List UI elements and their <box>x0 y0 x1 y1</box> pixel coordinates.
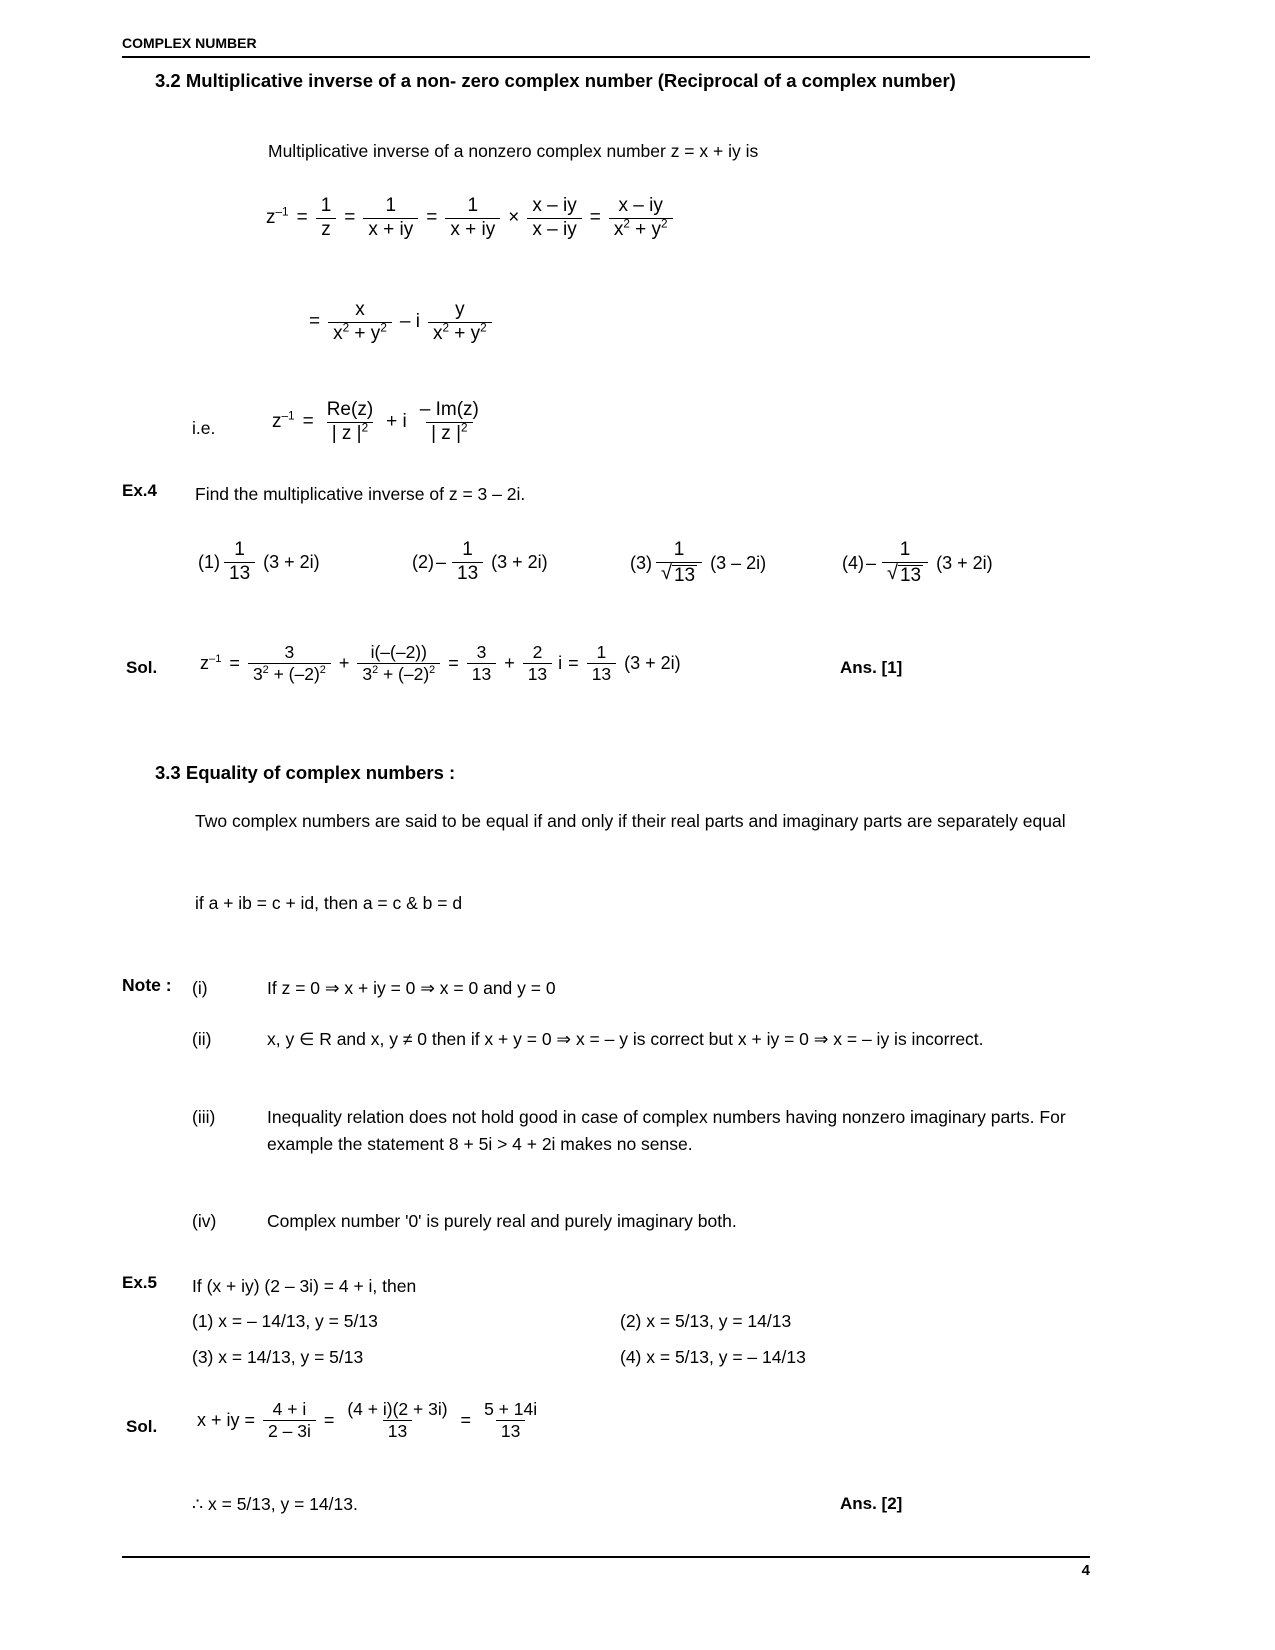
ex5-option-1[interactable]: (1) x = – 14/13, y = 5/13 <box>192 1311 378 1331</box>
section-3-2-intro: Multiplicative inverse of a nonzero complex number z = x + iy is <box>268 141 759 161</box>
running-header-title: COMPLEX NUMBER <box>122 35 257 51</box>
ex4-sol-plus-1: + <box>338 652 350 673</box>
ex5-sol-equals-2: = <box>460 1409 472 1430</box>
note-item-ii-marker: (ii) <box>192 1029 212 1049</box>
footer-divider <box>122 1556 1090 1558</box>
ex4-solution-equation <box>196 643 685 684</box>
ex4-sol-plus-2: + <box>504 652 515 673</box>
ex5-option-4[interactable]: (4) x = 5/13, y = – 14/13 <box>620 1347 806 1367</box>
eq1-equals-4: = <box>589 207 601 229</box>
ex4-sol-fraction-1: $\frac{3}{3^2 + (-2)^2}$ <box>248 643 331 684</box>
note-item-i-text: If z = 0 ⇒ x + iy = 0 ⇒ x = 0 and y = 0 <box>267 978 556 998</box>
ex5-sol-lhs: x + iy = <box>197 1409 256 1430</box>
eq1-times-operator: × <box>508 207 520 229</box>
eq1-fraction-2: $\frac{1}{x + iy}$ <box>363 196 418 240</box>
ex5-sol-equals-1: = <box>323 1409 335 1430</box>
note-item-ii-text: x, y ∈ R and x, y ≠ 0 then if x + y = 0 ⇒ x = – y is correct but x + iy = 0 ⇒ x = – iy is incorrect. <box>267 1029 984 1049</box>
sqrt-icon: √ 13 <box>887 561 922 586</box>
eq3-plus-i: + i <box>386 411 407 433</box>
note-item-iv-marker: (iv) <box>192 1211 217 1231</box>
ex4-option-4-tail: (3 + 2i) <box>936 552 993 573</box>
ex5-question: If (x + iy) (2 – 3i) = 4 + i, then <box>192 1276 417 1296</box>
ex5-option-3[interactable]: (3) x = 14/13, y = 5/13 <box>192 1347 364 1367</box>
ex5-sol-fraction-1: $\frac{4 + i}{2 - 3i}$ <box>263 1400 316 1441</box>
eq2-fraction-2: $\frac{y}{x^2 + y^2}$ <box>428 300 492 344</box>
ex4-option-3[interactable] <box>630 540 766 586</box>
ex4-sol-equals-1: = <box>229 652 240 673</box>
page-header <box>122 36 1090 58</box>
ex4-label: Ex.4 <box>122 481 157 500</box>
ex5-answer-badge: Ans. [2] <box>840 1494 903 1513</box>
sqrt-icon: √ 13 <box>661 561 696 586</box>
note-item-iv-text: Complex number '0' is purely real and purely imaginary both. <box>267 1211 737 1231</box>
ex4-option-3-fraction: 1 √ 13 <box>656 540 702 586</box>
ex4-option-3-number: (3) <box>630 552 652 573</box>
ex4-option-2-sign: – <box>436 551 447 572</box>
eq3-fraction-imag-denominator: | z $|^2$ <box>426 422 472 445</box>
ex4-option-4-sign: – <box>866 552 877 573</box>
note-item-iii-text: Inequality relation does not hold good in case of complex numbers having nonzero imaginary parts. For example the statement 8 + 5i > 4 + 2i makes no sense. <box>267 1107 1066 1155</box>
ex5-option-2[interactable]: (2) x = 5/13, y = 14/13 <box>620 1311 792 1331</box>
eq1-fraction-5-denominator: $x^2 + y^2$ <box>609 218 673 241</box>
ex4-sol-fraction-3: $\frac{3}{13}$ <box>467 643 496 684</box>
ex4-sol-label: Sol. <box>126 658 158 677</box>
ex4-option-4-denominator <box>882 562 928 587</box>
ex5-sol-fraction-3: $\frac{5 + 14i}{13}$ <box>484 1399 538 1441</box>
eq3-fraction-imag: $\frac{- Im(z)}{| z |^2}$ <box>419 399 479 444</box>
ex4-answer-badge: Ans. [1] <box>840 658 903 677</box>
eq2-minus-i: – i <box>399 311 420 333</box>
ex4-sol-lhs: $z^{-1}$ <box>200 652 222 673</box>
ex4-option-2[interactable] <box>412 540 548 584</box>
section-3-3-paragraph-2: if a + ib = c + id, then a = c & b = d <box>195 893 463 913</box>
ex4-sol-fraction-1-denominator: $3^2 + (-2)^2$ <box>248 663 331 684</box>
eq2-fraction-1-denominator: $x^2 + y^2$ <box>328 322 392 345</box>
eq1-fraction-3: $\frac{1}{x + iy}$ <box>445 196 500 240</box>
equation-real-imag-split <box>305 300 496 344</box>
eq1-fraction-4: $\frac{x - iy}{x - iy}$ <box>527 196 581 240</box>
ex4-option-1-fraction: $\frac{1}{13}$ <box>224 540 255 584</box>
equation-z-inverse-chain <box>262 196 677 240</box>
equation-z-inverse-modulus-form <box>268 400 488 444</box>
ex4-option-4-fraction: 1 √ 13 <box>882 540 928 586</box>
note-item-iii-marker: (iii) <box>192 1107 216 1127</box>
page-number: 4 <box>1081 1562 1090 1579</box>
ex4-sol-fraction-2: $\frac{i(-(-2))}{3^2 + (-2)^2}$ <box>357 643 440 684</box>
ex5-sol-fraction-2: $\frac{(4 + i)(2 + 3i)}{13}$ <box>347 1399 448 1441</box>
ex4-sol-fraction-2-denominator: $3^2 + (-2)^2$ <box>357 663 440 684</box>
ex5-label: Ex.5 <box>122 1273 157 1292</box>
ex4-option-2-number: (2) <box>412 551 434 572</box>
ie-label: i.e. <box>192 418 216 438</box>
section-3-3-paragraph-1: Two complex numbers are said to be equal if and only if their real parts and imaginary parts are separately equal <box>195 811 1066 831</box>
eq3-fraction-real-denominator: | z $|^2$ <box>327 422 373 445</box>
note-label: Note : <box>122 975 172 995</box>
ex4-option-2-tail: (3 + 2i) <box>491 551 548 572</box>
ex4-sol-equals-2: = <box>448 652 459 673</box>
ex4-option-2-fraction: $\frac{1}{13}$ <box>452 540 483 584</box>
eq3-equals: = <box>302 411 314 433</box>
ex4-option-1-number: (1) <box>198 551 220 572</box>
eq3-lhs: $z^{-1}$ <box>272 409 295 433</box>
ex4-sol-tail: (3 + 2i) <box>624 652 681 673</box>
section-3-3-heading: 3.3 Equality of complex numbers : <box>155 762 456 783</box>
header-divider <box>122 56 1090 58</box>
eq2-equals: = <box>309 311 321 333</box>
note-item-i-marker: (i) <box>192 978 208 998</box>
ex5-sol-label: Sol. <box>126 1417 158 1436</box>
ex4-option-3-tail: (3 – 2i) <box>710 552 767 573</box>
eq1-equals-2: = <box>344 207 356 229</box>
eq2-fraction-1: $\frac{x}{x^2 + y^2}$ <box>328 300 392 344</box>
ex4-sol-equals-3: = <box>568 652 579 673</box>
eq1-equals-1: = <box>296 207 308 229</box>
eq1-equals-3: = <box>426 207 438 229</box>
ex4-option-3-denominator <box>656 562 702 587</box>
eq1-fraction-1: $\frac{1}{z}$ <box>316 196 337 240</box>
eq3-fraction-real: $\frac{Re(z)}{| z |^2}$ <box>326 399 374 444</box>
ex4-question: Find the multiplicative inverse of z = 3 – 2i. <box>195 484 526 504</box>
section-3-2-heading: 3.2 Multiplicative inverse of a non- zero complex number (Reciprocal of a complex number) <box>155 70 956 91</box>
ex5-conclusion: ∴ x = 5/13, y = 14/13. <box>192 1494 358 1514</box>
ex5-solution-equation <box>193 1400 546 1441</box>
ex4-option-4-number: (4) <box>842 552 864 573</box>
eq1-fraction-5: $\frac{x - iy}{x^2 + y^2}$ <box>609 196 673 240</box>
eq1-lhs: $z^{-1}$ <box>266 205 289 229</box>
eq2-fraction-2-denominator: $x^2 + y^2$ <box>428 322 492 345</box>
ex4-option-1-tail: (3 + 2i) <box>263 551 320 572</box>
ex4-option-4[interactable] <box>842 540 993 586</box>
ex4-sol-fraction-4: $\frac{2}{13}$ <box>523 643 552 684</box>
ex4-sol-imaginary-unit: i <box>558 652 563 673</box>
ex4-option-1[interactable] <box>198 540 320 584</box>
ex4-sol-fraction-5: $\frac{1}{13}$ <box>587 643 616 684</box>
